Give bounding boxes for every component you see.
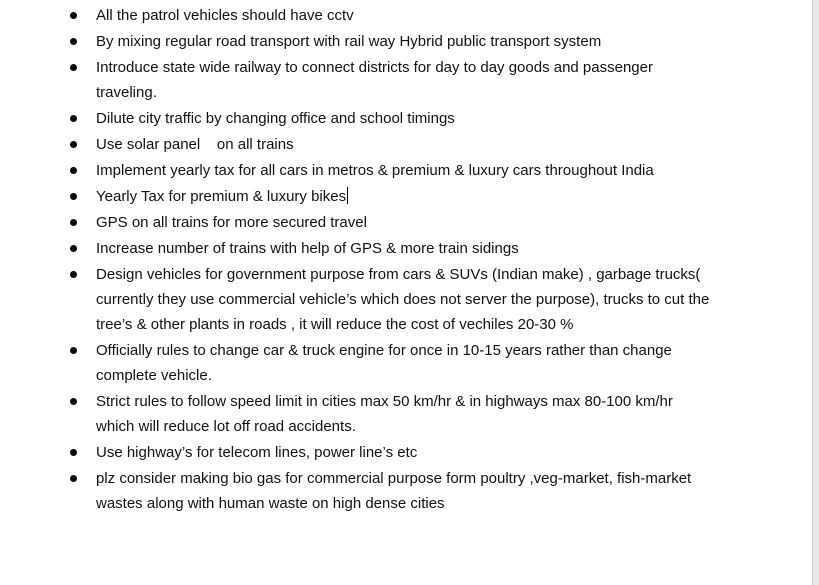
list-item	[0, 3, 712, 28]
list-item	[0, 440, 712, 465]
bullet-dot-icon	[70, 64, 77, 71]
bullet-dot-icon	[70, 12, 77, 19]
list-item-text[interactable]: GPS on all trains for more secured travel	[96, 214, 367, 231]
list-item	[0, 389, 712, 439]
list-item	[0, 466, 712, 516]
list-item-text[interactable]: Strict rules to follow speed limit in cities max 50 km/hr & in highways max 80-100 km/hr which will reduce lot off road accidents.	[96, 393, 673, 435]
list-item-text[interactable]: Dilute city traffic by changing office and school timings	[96, 110, 455, 127]
list-item-text[interactable]: Officially rules to change car & truck engine for once in 10-15 years rather than change complete vehicle.	[96, 342, 672, 384]
page-gutter	[813, 0, 819, 585]
list-item-text[interactable]: All the patrol vehicles should have cctv	[96, 7, 354, 24]
bullet-list	[0, 3, 812, 517]
bullet-dot-icon	[70, 271, 77, 278]
list-item-text[interactable]: Increase number of trains with help of GPS & more train sidings	[96, 240, 519, 257]
bullet-dot-icon	[70, 245, 77, 252]
list-item	[0, 184, 712, 209]
bullet-dot-icon	[70, 347, 77, 354]
bullet-dot-icon	[70, 38, 77, 45]
list-item	[0, 158, 712, 183]
bullet-dot-icon	[70, 398, 77, 405]
list-item	[0, 132, 712, 157]
list-item-text[interactable]: Introduce state wide railway to connect districts for day to day goods and passenger traveling.	[96, 59, 653, 101]
bullet-dot-icon	[70, 219, 77, 226]
list-item-text[interactable]: Design vehicles for government purpose from cars & SUVs (Indian make) , garbage trucks( currently they use commercial vehicle’s which does not server the purpose), trucks to cut the tree’s & other plants in roads , it will reduce the cost of vechiles 20-30 %	[96, 266, 710, 333]
text-cursor	[347, 187, 348, 204]
list-item-text[interactable]: plz consider making bio gas for commercial purpose form poultry ,veg-market, fish-market wastes along with human waste on high dense cities	[96, 470, 692, 512]
bullet-dot-icon	[70, 167, 77, 174]
list-item	[0, 262, 712, 337]
bullet-dot-icon	[70, 449, 77, 456]
list-item	[0, 236, 712, 261]
list-item	[0, 338, 712, 388]
bullet-dot-icon	[70, 115, 77, 122]
list-item	[0, 29, 712, 54]
list-item	[0, 210, 712, 235]
list-item-text[interactable]: Implement yearly tax for all cars in metros & premium & luxury cars throughout India	[96, 162, 654, 179]
bullet-dot-icon	[70, 141, 77, 148]
bullet-dot-icon	[70, 193, 77, 200]
list-item-text[interactable]: Yearly Tax for premium & luxury bikes	[96, 188, 347, 205]
bullet-dot-icon	[70, 475, 77, 482]
list-item	[0, 106, 712, 131]
list-item-text[interactable]: Use solar panel on all trains	[96, 136, 294, 153]
list-item-text[interactable]: Use highway’s for telecom lines, power line’s etc	[96, 444, 418, 461]
list-item-text-with-cursor[interactable]	[96, 184, 712, 209]
list-item-text[interactable]: By mixing regular road transport with rail way Hybrid public transport system	[96, 33, 602, 50]
list-item	[0, 55, 712, 105]
